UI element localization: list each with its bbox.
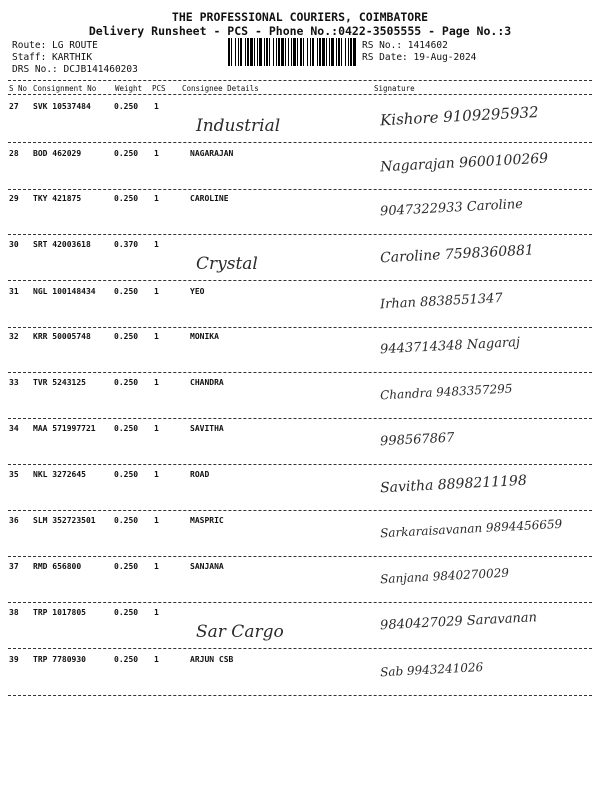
- table-row: [0, 655, 600, 699]
- row-divider: [8, 234, 592, 235]
- row-pcs: 1: [154, 516, 159, 525]
- row-weight: 0.250: [114, 102, 139, 111]
- header-rule-bottom: [8, 94, 592, 95]
- header-rule-top: [8, 80, 592, 81]
- row-weight: 0.250: [114, 287, 139, 296]
- table-row: [0, 287, 600, 331]
- row-consignment-no: BOD 462029: [33, 149, 82, 158]
- row-signature: Sab 9943241026: [379, 659, 484, 680]
- row-consignment-no: KRR 50005748: [33, 332, 91, 341]
- row-consignee: MASPRIC: [190, 516, 224, 525]
- row-divider: [8, 327, 592, 328]
- row-handwritten-consignee: Sar Cargo: [196, 622, 284, 642]
- row-consignment-no: MAA 571997721: [33, 424, 96, 433]
- table-row: [0, 562, 600, 606]
- row-pcs: 1: [154, 562, 159, 571]
- row-consignment-no: TRP 7780930: [33, 655, 86, 664]
- row-consignee: CHANDRA: [190, 378, 224, 387]
- row-consignment-no: TKY 421875: [33, 194, 82, 203]
- row-consignment-no: SLM 352723501: [33, 516, 96, 525]
- row-signature: 9840427029 Saravanan: [379, 610, 538, 634]
- row-divider: [8, 189, 592, 190]
- row-pcs: 1: [154, 608, 159, 617]
- row-signature: Sarkaraisavanan 9894456659: [379, 516, 563, 541]
- row-sno: 39: [9, 655, 19, 664]
- runsheet-subtitle: Delivery Runsheet - PCS - Phone No.:0422-3505555 - Page No.:3: [88, 24, 512, 38]
- table-row: [0, 240, 600, 284]
- row-pcs: 1: [154, 240, 159, 249]
- row-pcs: 1: [154, 655, 159, 664]
- table-row: [0, 516, 600, 560]
- barcode-image: [228, 38, 356, 66]
- row-sno: 27: [9, 102, 19, 111]
- row-weight: 0.250: [114, 516, 139, 525]
- row-weight: 0.250: [114, 470, 139, 479]
- row-signature: Caroline 7598360881: [379, 242, 535, 267]
- row-handwritten-consignee: Industrial: [196, 116, 281, 136]
- col-consignment: Consignment No: [33, 84, 97, 93]
- rs-date: RS Date: 19-Aug-2024: [362, 52, 477, 63]
- row-weight: 0.250: [114, 332, 139, 341]
- row-divider: [8, 372, 592, 373]
- row-consignment-no: SRT 42003618: [33, 240, 91, 249]
- row-sno: 28: [9, 149, 19, 158]
- company-title: THE PROFESSIONAL COURIERS, COIMBATORE: [171, 10, 429, 24]
- row-pcs: 1: [154, 287, 159, 296]
- row-divider: [8, 648, 592, 649]
- table-row: [0, 378, 600, 422]
- route-label: Route: LG ROUTE: [12, 40, 98, 51]
- row-signature: Sanjana 9840270029: [379, 565, 510, 587]
- row-consignment-no: TRP 1017805: [33, 608, 86, 617]
- row-signature: Nagarajan 9600100269: [379, 150, 549, 176]
- row-consignee: SAVITHA: [190, 424, 224, 433]
- row-weight: 0.250: [114, 608, 139, 617]
- row-consignee: ARJUN CSB: [190, 655, 234, 664]
- row-sno: 33: [9, 378, 19, 387]
- row-weight: 0.250: [114, 562, 139, 571]
- row-divider: [8, 418, 592, 419]
- row-consignee: MONIKA: [190, 332, 219, 341]
- row-divider: [8, 556, 592, 557]
- row-sno: 31: [9, 287, 19, 296]
- row-consignee: SANJANA: [190, 562, 224, 571]
- row-consignee: NAGARAJAN: [190, 149, 234, 158]
- row-pcs: 1: [154, 102, 159, 111]
- row-pcs: 1: [154, 149, 159, 158]
- row-pcs: 1: [154, 194, 159, 203]
- table-row: [0, 424, 600, 468]
- row-divider: [8, 280, 592, 281]
- table-row: [0, 608, 600, 652]
- drs-number: DRS No.: DCJB141460203: [12, 64, 138, 75]
- row-signature: Savitha 8898211198: [379, 472, 528, 497]
- row-handwritten-consignee: Crystal: [196, 254, 258, 274]
- row-sno: 36: [9, 516, 19, 525]
- row-sno: 35: [9, 470, 19, 479]
- col-pcs: PCS: [152, 84, 166, 93]
- row-sno: 30: [9, 240, 19, 249]
- row-sno: 29: [9, 194, 19, 203]
- row-signature: 9047322933 Caroline: [379, 196, 524, 220]
- row-consignment-no: NGL 100148434: [33, 287, 96, 296]
- row-sno: 34: [9, 424, 19, 433]
- row-signature: Kishore 9109295932: [379, 103, 540, 130]
- row-consignee: CAROLINE: [190, 194, 229, 203]
- col-sno: S No: [9, 84, 28, 93]
- rs-number: RS No.: 1414602: [362, 40, 448, 51]
- row-pcs: 1: [154, 332, 159, 341]
- row-divider: [8, 510, 592, 511]
- row-weight: 0.250: [114, 194, 139, 203]
- table-row: [0, 149, 600, 193]
- row-divider: [8, 464, 592, 465]
- col-consignee: Consignee Details: [182, 84, 259, 93]
- row-consignee: YEO: [190, 287, 205, 296]
- col-signature: Signature: [374, 84, 415, 93]
- row-consignment-no: RMD 656800: [33, 562, 82, 571]
- row-weight: 0.370: [114, 240, 139, 249]
- row-pcs: 1: [154, 470, 159, 479]
- row-consignee: ROAD: [190, 470, 210, 479]
- row-consignment-no: NKL 3272645: [33, 470, 86, 479]
- row-signature: 998567867: [379, 430, 455, 450]
- row-pcs: 1: [154, 378, 159, 387]
- staff-label: Staff: KARTHIK: [12, 52, 93, 63]
- row-sno: 37: [9, 562, 19, 571]
- row-weight: 0.250: [114, 424, 139, 433]
- row-divider: [8, 695, 592, 696]
- row-consignment-no: TVR 5243125: [33, 378, 86, 387]
- row-sno: 32: [9, 332, 19, 341]
- row-weight: 0.250: [114, 655, 139, 664]
- col-weight: Weight: [115, 84, 143, 93]
- row-pcs: 1: [154, 424, 159, 433]
- table-row: [0, 470, 600, 514]
- row-consignment-no: SVK 10537484: [33, 102, 91, 111]
- row-weight: 0.250: [114, 378, 139, 387]
- row-signature: Chandra 9483357295: [379, 381, 513, 403]
- row-divider: [8, 142, 592, 143]
- row-weight: 0.250: [114, 149, 139, 158]
- table-row: [0, 194, 600, 238]
- table-row: [0, 102, 600, 146]
- row-signature: Irhan 8838551347: [379, 290, 504, 313]
- row-sno: 38: [9, 608, 19, 617]
- row-signature: 9443714348 Nagaraj: [379, 335, 521, 358]
- row-divider: [8, 602, 592, 603]
- table-row: [0, 332, 600, 376]
